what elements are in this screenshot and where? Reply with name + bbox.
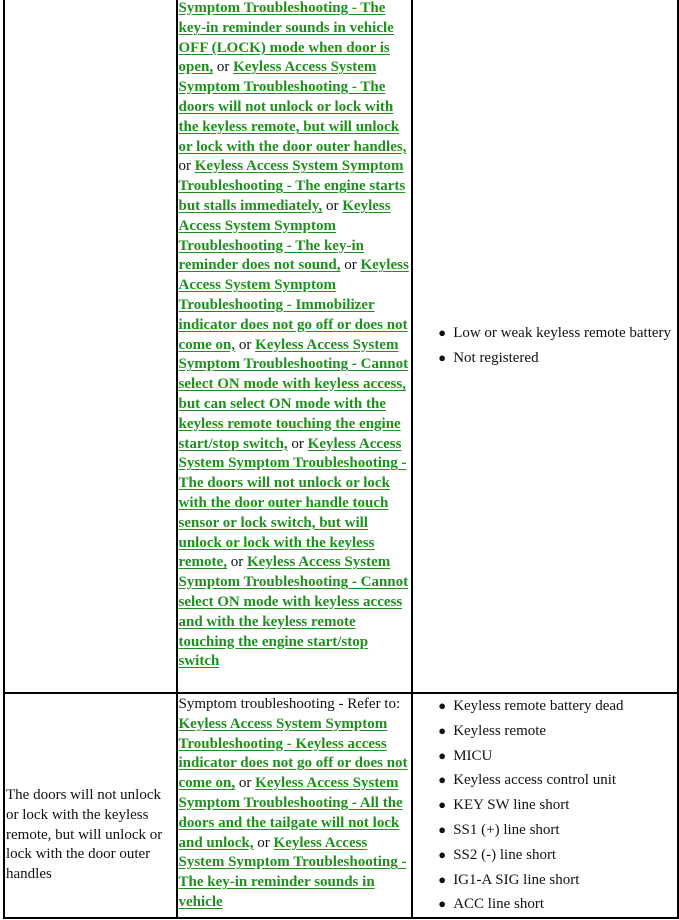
symptom-cell — [4, 693, 177, 918]
cause-item — [438, 694, 677, 719]
cause-item — [438, 348, 677, 368]
bullet-icon: ● — [438, 846, 447, 862]
cause-item — [438, 793, 677, 818]
bullet-icon: ● — [438, 797, 447, 813]
troubleshooting-table — [3, 0, 679, 919]
cause-item — [438, 818, 677, 843]
troubleshooting-link[interactable]: Keyless Access System Symptom Troubleshooting - The doors will not unlock or lock with the door outer handle touch sensor or lock switch, but will unlock or lock with the keyless remote, — [178, 435, 407, 571]
bullet-icon: ● — [438, 772, 447, 788]
connector-text: or — [226, 554, 247, 571]
connector-text: or — [253, 834, 274, 851]
cause-item — [438, 868, 677, 893]
connector-text: or — [340, 257, 361, 274]
diagnosis-text — [179, 695, 411, 913]
diagnosis-cell — [177, 693, 413, 918]
cause-item — [438, 323, 677, 343]
cause-text: MICU — [453, 747, 493, 764]
connector-text: or — [213, 59, 234, 76]
symptom-text: The doors will not unlock or lock with the keyless remote, but will unlock or lock with the door outer handles — [6, 787, 163, 883]
bullet-icon: ● — [438, 722, 447, 738]
bullet-icon: ● — [438, 324, 447, 340]
cause-text: KEY SW line short — [453, 797, 570, 814]
diagnosis-cell — [177, 0, 413, 693]
cause-text: Keyless remote battery dead — [453, 698, 624, 714]
cause-item — [438, 843, 677, 868]
connector-text: Symptom troubleshooting - Refer to: — [178, 696, 401, 712]
table-row — [4, 693, 678, 918]
cause-item — [438, 892, 677, 917]
connector-text: or — [322, 197, 343, 214]
bullet-icon: ● — [438, 747, 447, 763]
bullet-icon: ● — [438, 821, 447, 837]
connector-text: or — [287, 435, 308, 452]
connector-text: or — [235, 336, 256, 353]
troubleshooting-link[interactable]: Symptom Troubleshooting - The key-in reminder sounds in vehicle OFF (LOCK) mode when door is open, — [178, 0, 394, 76]
cause-item — [438, 768, 677, 793]
troubleshooting-link[interactable]: Keyless Access System Symptom Troubleshooting - Keyless access indicator does not go off or does not come on, — [178, 715, 408, 792]
troubleshooting-link[interactable]: Keyless Access System Symptom Troubleshooting - Cannot select ON mode with keyless access and with the keyless remote touching the engine start/stop switch — [178, 554, 409, 670]
cause-text: ACC line short — [453, 896, 545, 913]
cause-text: Keyless remote — [453, 722, 547, 739]
cause-item — [438, 744, 677, 769]
causes-list — [438, 694, 677, 917]
bullet-icon: ● — [438, 349, 447, 365]
connector-text: or — [178, 158, 195, 175]
troubleshooting-link[interactable]: Keyless Access System Symptom Troubleshooting - Immobilizer indicator does not go off or does not come on, — [178, 257, 409, 353]
bullet-icon: ● — [438, 896, 447, 912]
diagnosis-text — [179, 0, 411, 672]
troubleshooting-link[interactable]: Keyless Access System Symptom Troubleshooting - Cannot select ON mode with keyless access, but can select ON mode with the keyless remote touching the engine start/stop switch, — [178, 336, 409, 452]
causes-cell — [412, 693, 678, 918]
connector-text: or — [235, 775, 256, 792]
causes-cell — [412, 0, 678, 693]
cause-text: Not registered — [453, 349, 539, 366]
cause-text: Keyless access control unit — [453, 772, 617, 789]
causes-list — [438, 323, 677, 368]
bullet-icon: ● — [438, 698, 447, 713]
troubleshooting-link[interactable]: Keyless Access System Symptom Troubleshooting - The doors will not unlock or lock with the keyless remote, but will unlock or lock with the door outer handles, — [178, 59, 407, 155]
cause-text: SS1 (+) line short — [453, 821, 560, 838]
cause-text: Low or weak keyless remote battery — [453, 324, 672, 341]
symptom-cell-empty — [4, 0, 177, 693]
cause-item — [438, 719, 677, 744]
bullet-icon: ● — [438, 871, 447, 887]
table-row — [4, 0, 678, 693]
cause-text: SS2 (-) line short — [453, 846, 557, 863]
troubleshooting-link[interactable]: Keyless Access System Symptom Troubleshooting - The engine starts but stalls immediately, — [178, 158, 406, 214]
troubleshooting-link[interactable]: Keyless Access System Symptom Troubleshooting - All the doors and the tailgate will not lock and unlock, — [178, 775, 403, 851]
troubleshooting-link[interactable]: Keyless Access System Symptom Troubleshooting - The key-in reminder does not sound, — [178, 197, 391, 274]
troubleshooting-link[interactable]: Keyless Access System Symptom Troubleshooting - The key-in reminder sounds in vehicle — [178, 834, 407, 910]
cause-text: IG1-A SIG line short — [453, 871, 580, 888]
